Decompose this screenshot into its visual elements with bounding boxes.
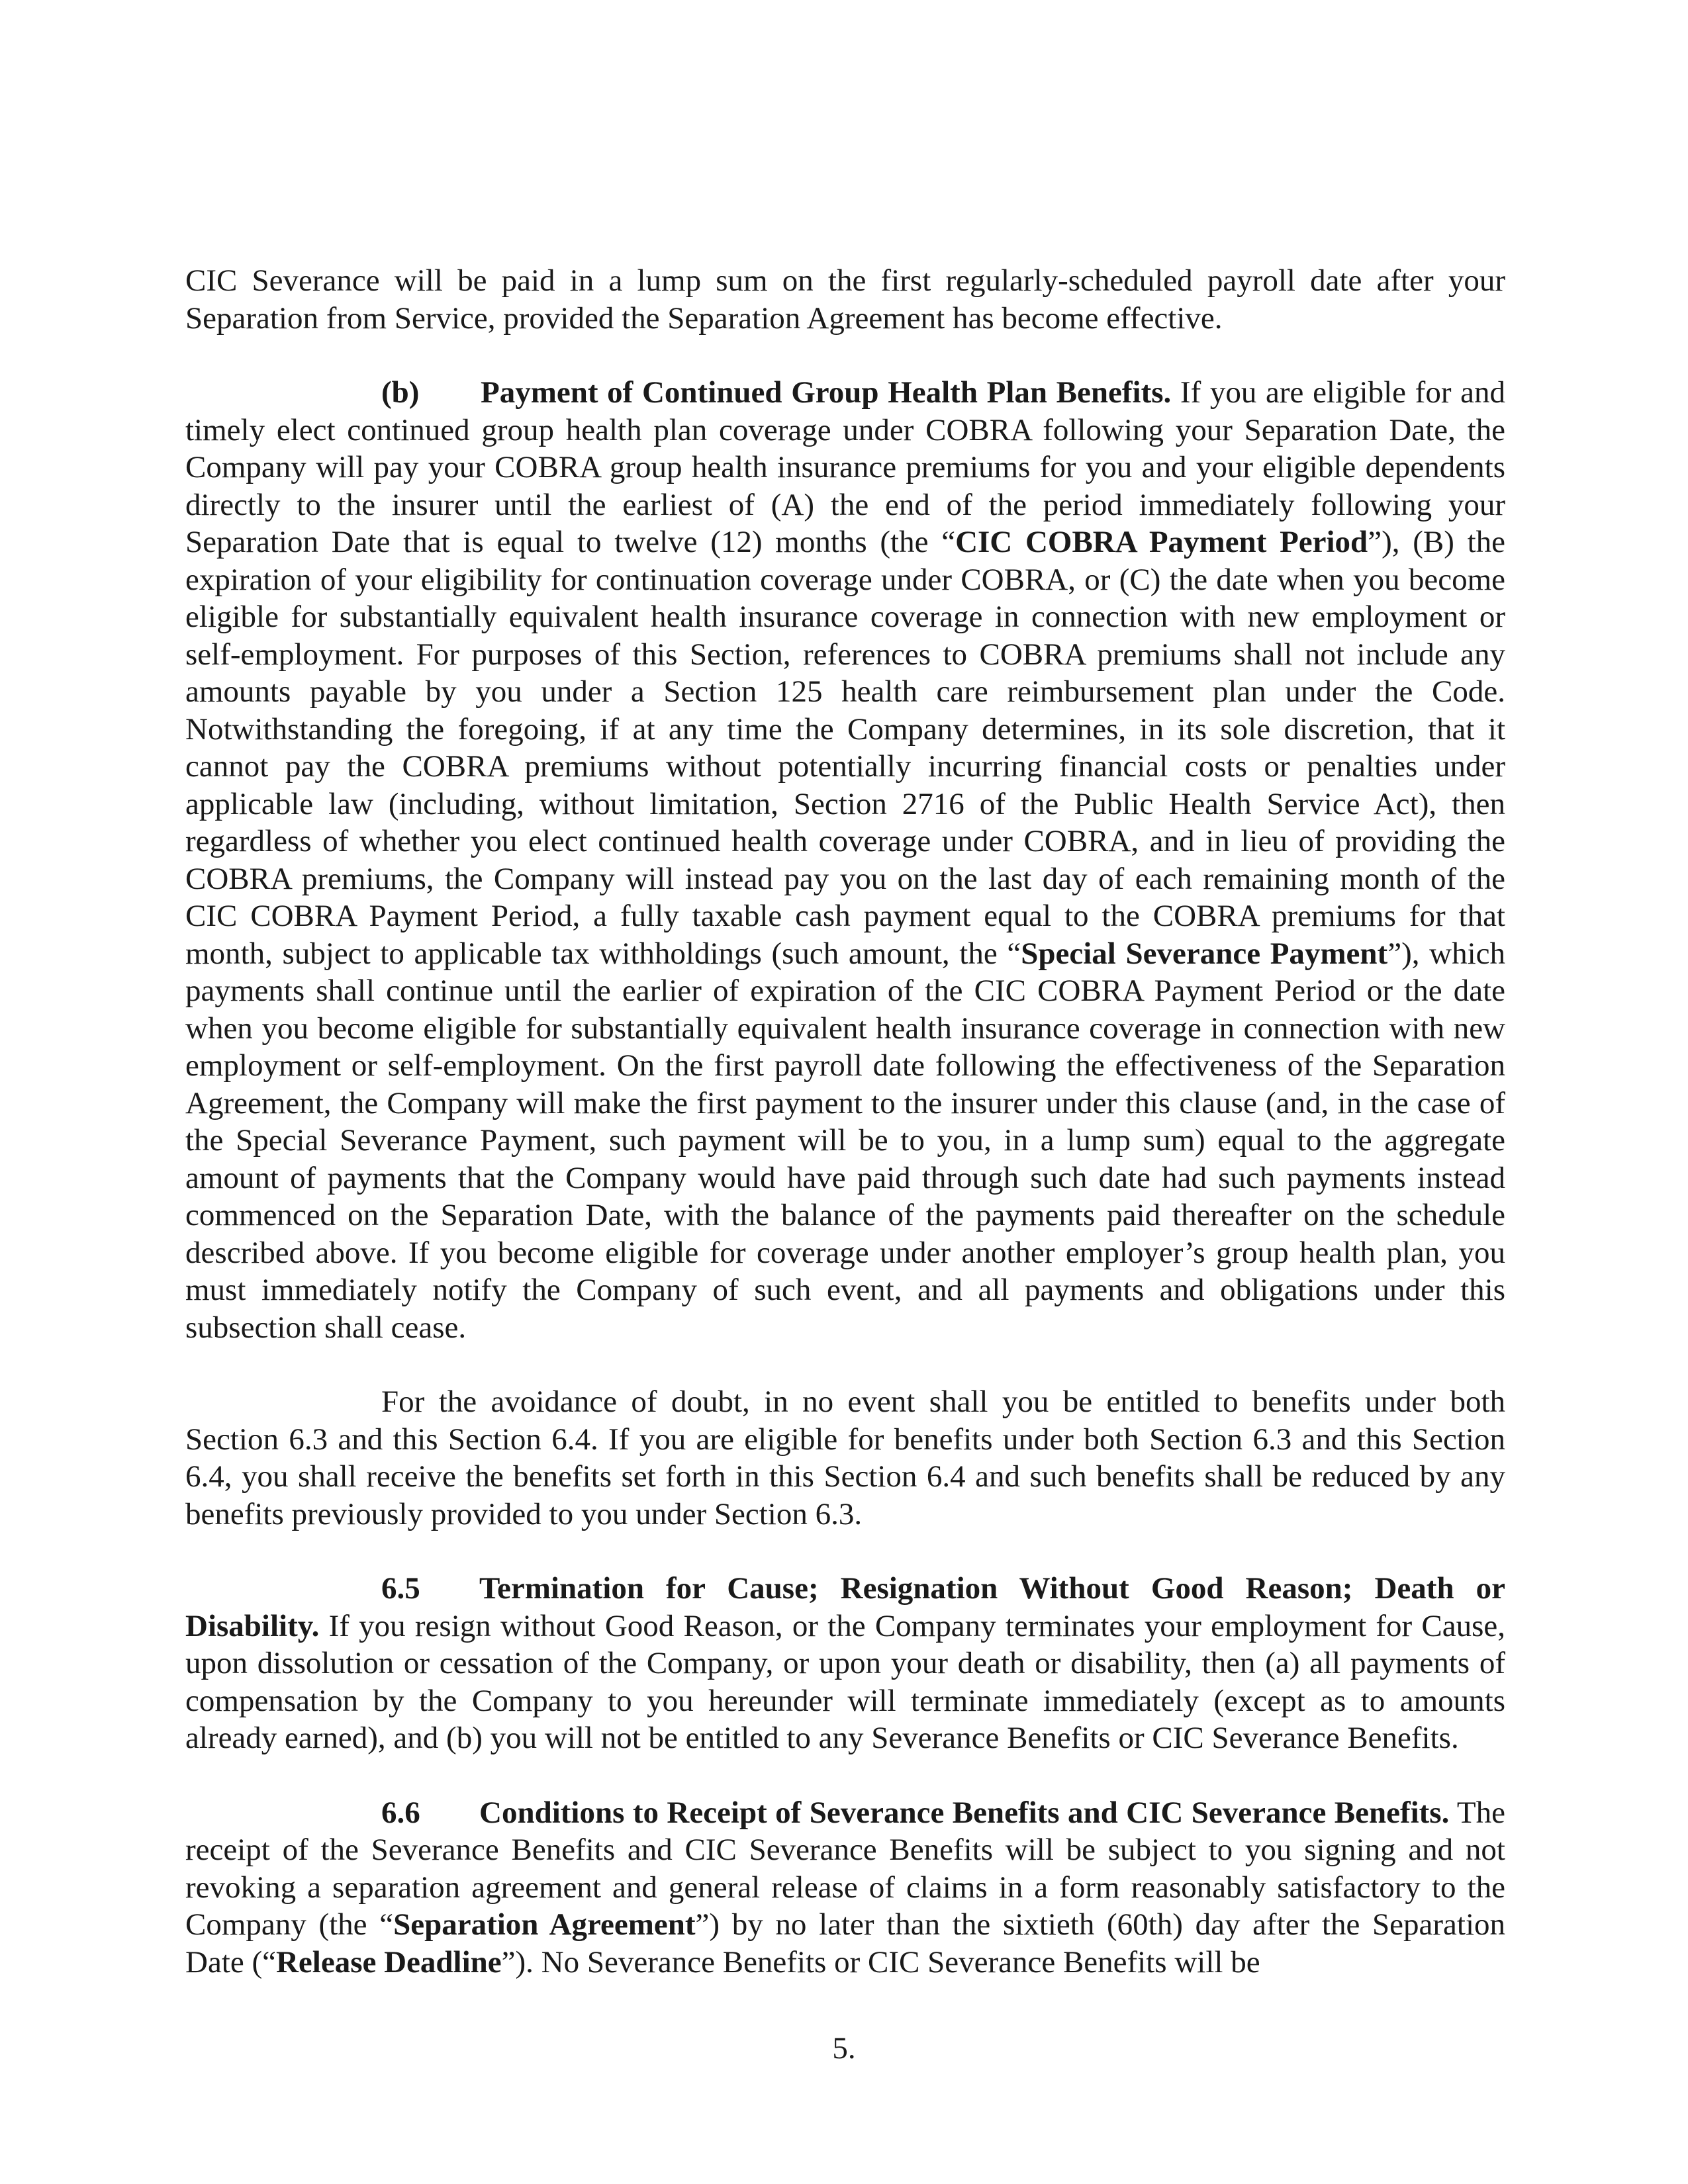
defined-term-special-severance-payment: Special Severance Payment [1021, 936, 1388, 971]
section-6-6-conditions [185, 1794, 1505, 1981]
section-6-6-text-3: ”). No Severance Benefits or CIC Severance Benefits will be [501, 1944, 1260, 1979]
section-b-text-2: ”), (B) the expiration of your eligibility for continuation coverage under COBRA, or (C) the date when you become eligible for substantially equivalent health insurance coverage in connection with new employment or self-employment. For purposes of this Section, references to COBRA premiums shall not include any amounts payable by you under a Section 125 health care reimbursement plan under the Code. Notwithstanding the foregoing, if at any time the Company determines, in its sole discretion, that it cannot pay the COBRA premiums without potentially incurring financial costs or penalties under applicable law (including, without limitation, Section 2716 of the Public Health Service Act), then regardless of whether you elect continued health coverage under COBRA, and in lieu of providing the COBRA premiums, the Company will instead pay you on the last day of each remaining month of the CIC COBRA Payment Period, a fully taxable cash payment equal to the COBRA premiums for that month, subject to applicable tax withholdings (such amount, the “ [185, 525, 1505, 971]
paragraph-avoidance-of-doubt: For the avoidance of doubt, in no event shall you be entitled to benefits under both Section 6.3 and this Section 6.4. If you are eligible for benefits under both Section 6.3 and this Section 6.4, you shall receive the benefits set forth in this Section 6.4 and such benefits shall be reduced by any benefits previously provided to you under Section 6.3. [185, 1385, 1505, 1531]
section-6-6-text-1: The receipt of the Severance Benefits and CIC Severance Benefits will be subject to you signing and not revoking a separation agreement and general release of claims in a form reasonably satisfactory to the Company (the “ [185, 1795, 1505, 1942]
document-page [185, 262, 1505, 1981]
section-6-6-heading: Conditions to Receipt of Severance Benefits and CIC Severance Benefits. [479, 1795, 1450, 1830]
section-6-6-number: 6.6 [381, 1795, 420, 1830]
section-6-5-heading: Termination for Cause; Resignation Without Good Reason; Death or Disability. [185, 1571, 1505, 1643]
section-6-5-number: 6.5 [381, 1571, 420, 1606]
page-number: 5. [832, 2031, 856, 2066]
section-6-5-text: If you resign without Good Reason, or the Company terminates your employment for Cause, upon dissolution or cessation of the Company, or upon your death or disability, then (a) all payments of compensation by the Company to you hereunder will terminate immediately (except as to amounts already earned), and (b) you will not be entitled to any Severance Benefits or CIC Severance Benefits. [185, 1608, 1505, 1755]
section-b-cobra-benefits [185, 374, 1505, 1346]
section-b-text-1: If you are eligible for and timely elect continued group health plan coverage under COBRA following your Separation Date, the Company will pay your COBRA group health insurance premiums for you and your eligible dependents directly to the insurer until the earliest of (A) the end of the period immediately following your Separation Date that is equal to twelve (12) months (the “ [185, 375, 1505, 559]
defined-term-cic-cobra-payment-period: CIC COBRA Payment Period [955, 525, 1368, 559]
defined-term-release-deadline: Release Deadline [275, 1944, 502, 1979]
paragraph-cic-severance-lump-sum: CIC Severance will be paid in a lump sum on the first regularly-scheduled payroll date after your Separation from Service, provided the Separation Agreement has become effective. [185, 263, 1505, 336]
section-b-number: (b) [381, 375, 420, 410]
section-6-5-termination [185, 1570, 1505, 1757]
defined-term-separation-agreement: Separation Agreement [393, 1907, 696, 1942]
section-b-text-3: ”), which payments shall continue until the earlier of expiration of the CIC COBRA Payment Period or the date when you become eligible for substantially equivalent health insurance coverage in connection with new employment or self-employment. On the first payroll date following the effectiveness of the Separation Agreement, the Company will make the first payment to the insurer under this clause (and, in the case of the Special Severance Payment, such payment will be to you, in a lump sum) equal to the aggregate amount of payments that the Company would have paid through such date had such payments instead commenced on the Separation Date, with the balance of the payments paid thereafter on the schedule described above. If you become eligible for coverage under another employer’s group health plan, you must immediately notify the Company of such event, and all payments and obligations under this subsection shall cease. [185, 936, 1505, 1345]
section-b-heading: Payment of Continued Group Health Plan Benefits. [481, 375, 1172, 410]
section-6-6-text-2: ”) by no later than the sixtieth (60th) day after the Separation Date (“ [185, 1907, 1505, 1979]
